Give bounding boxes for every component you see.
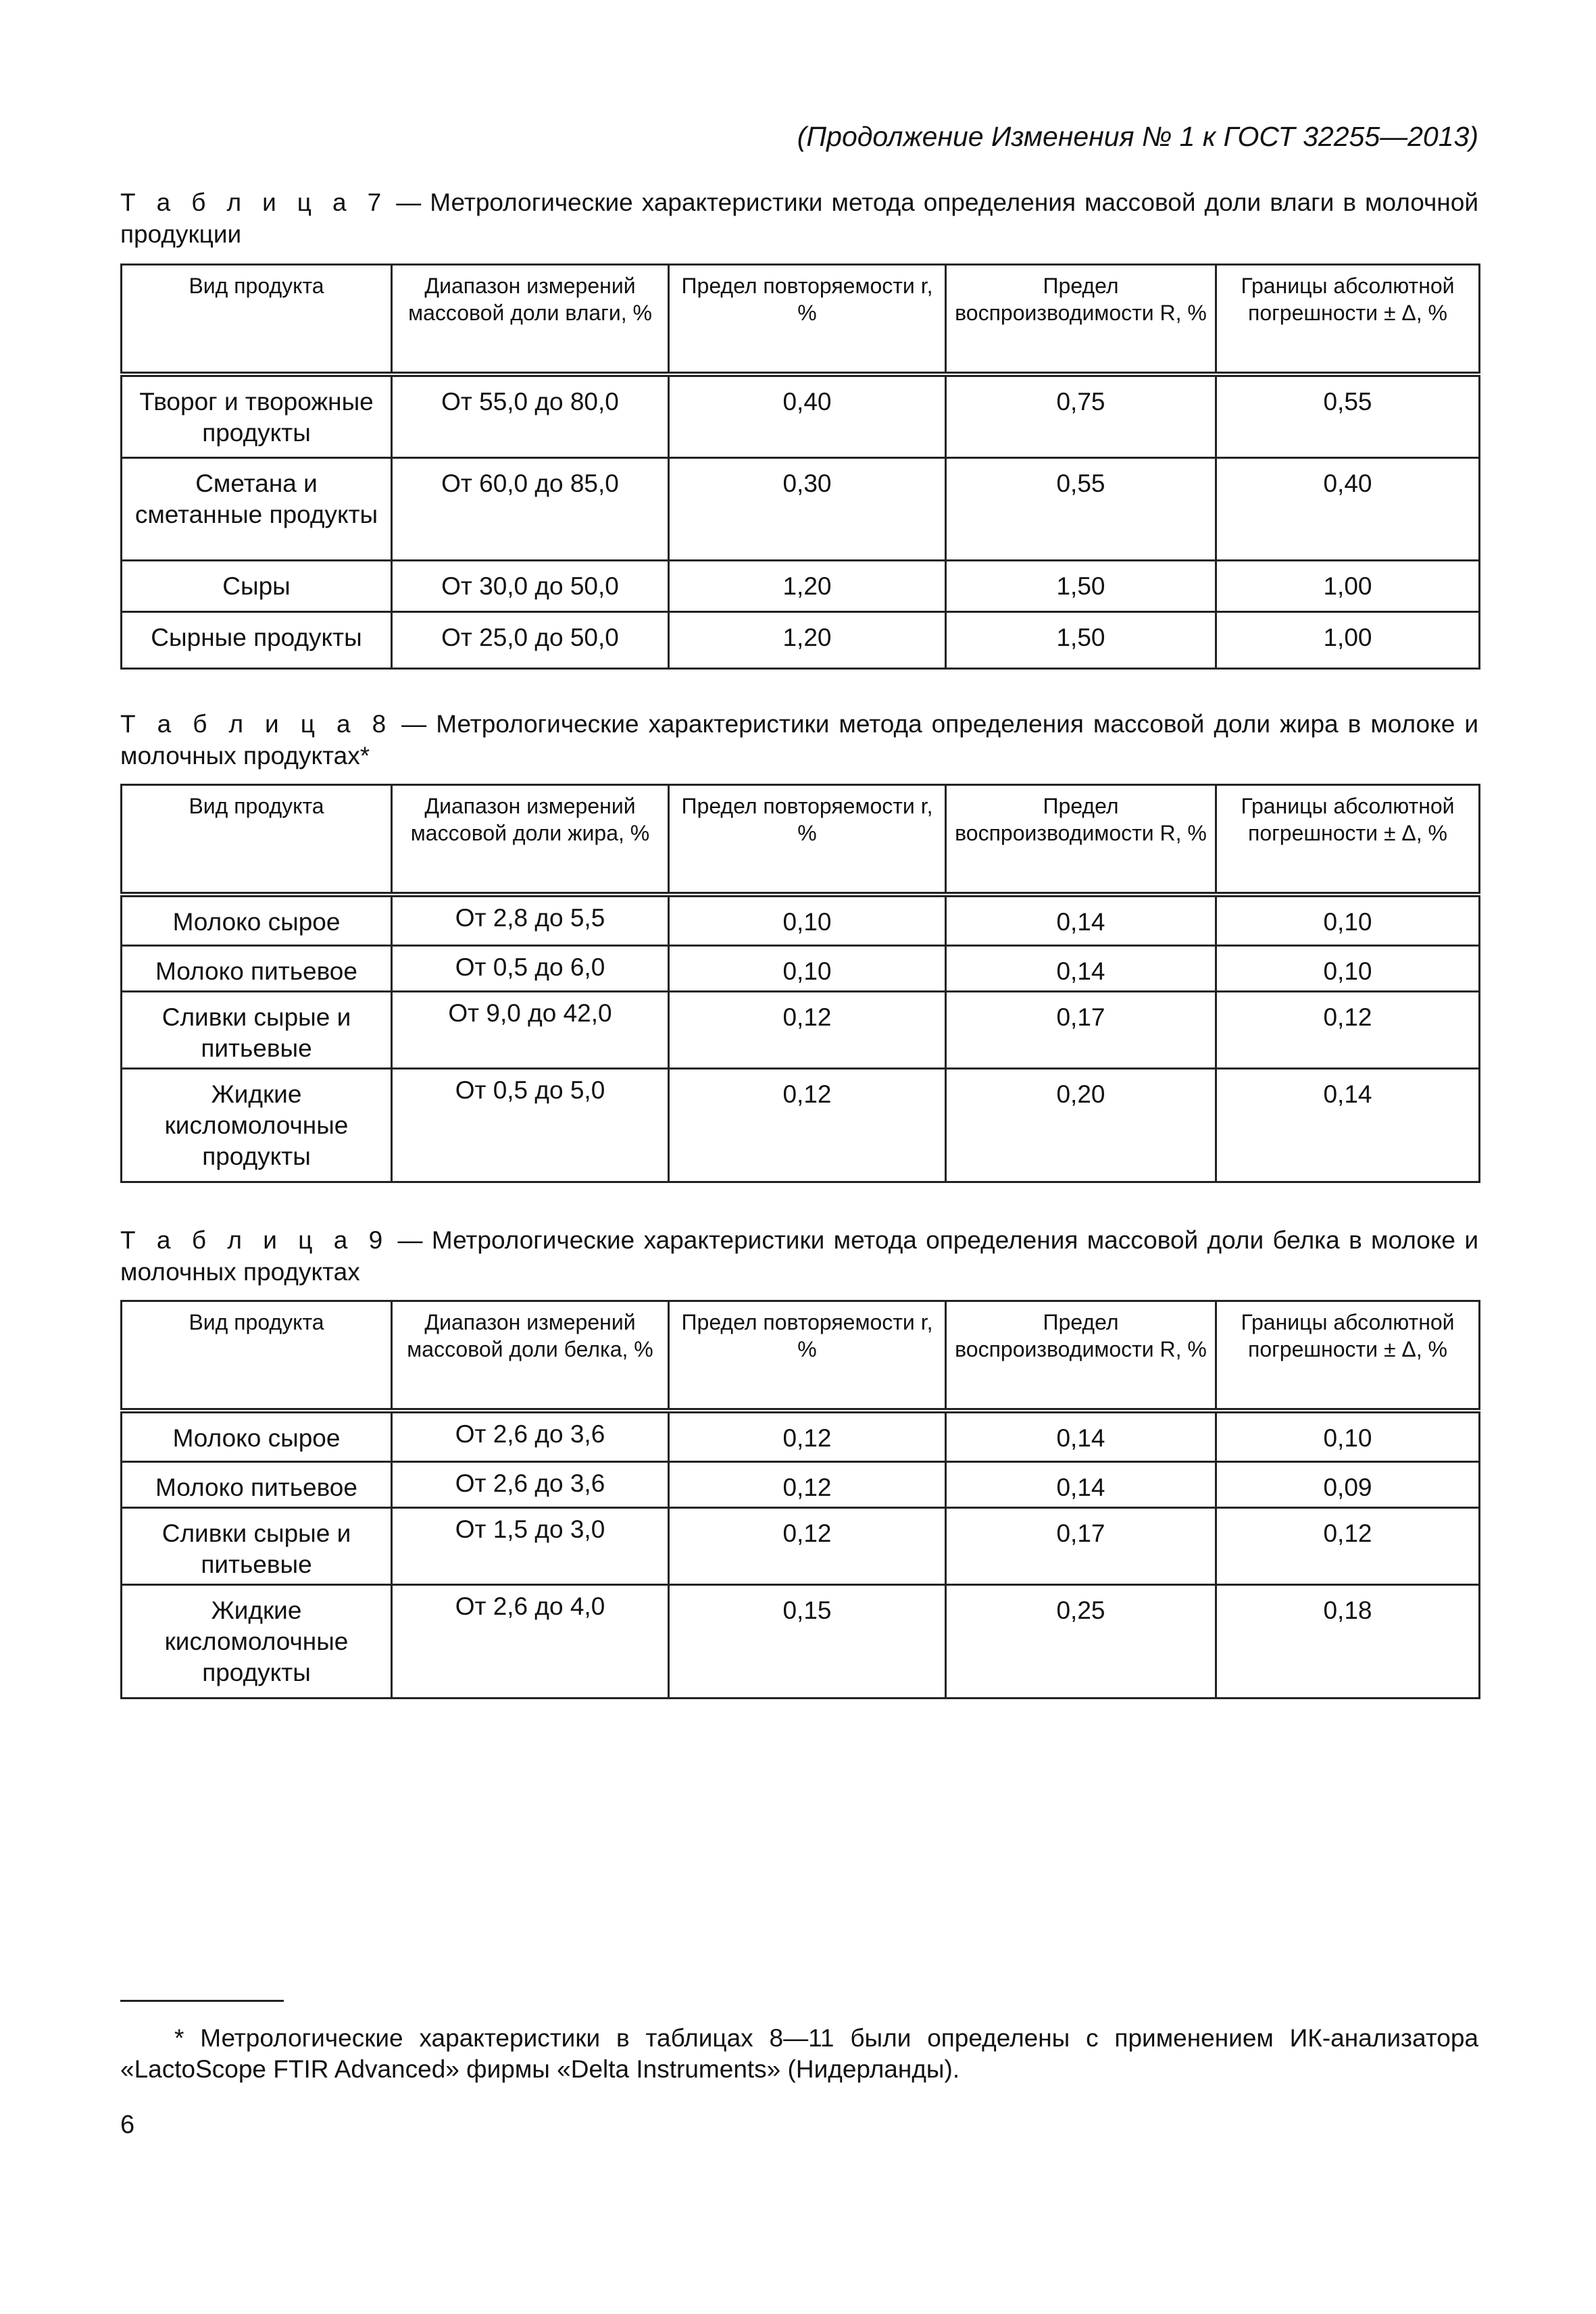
cell-delta: 0,10: [1216, 895, 1480, 946]
page-header: (Продолжение Изменения № 1 к ГОСТ 32255—2013): [797, 121, 1478, 152]
cell-r: 1,20: [669, 612, 946, 669]
table-row: [122, 992, 1480, 1069]
cell-R: 0,55: [946, 458, 1216, 561]
table-9-caption: [120, 1224, 1478, 1288]
header-reproducibility: Предел воспроизводимости R, %: [946, 1301, 1216, 1411]
cell-R: 1,50: [946, 612, 1216, 669]
cell-R: 0,14: [946, 1462, 1216, 1508]
header-product: Вид продукта: [122, 785, 392, 895]
cell-delta: 1,00: [1216, 612, 1480, 669]
cell-R: 1,50: [946, 561, 1216, 612]
cell-R: 0,14: [946, 1411, 1216, 1462]
header-range: Диапазон измерений массовой доли жира, %: [392, 785, 669, 895]
cell-range: От 30,0 до 50,0: [392, 561, 669, 612]
cell-product: Сметана и сметанные продукты: [122, 458, 392, 561]
cell-delta: 0,18: [1216, 1585, 1480, 1699]
cell-product: Жидкие кисломолочные продукты: [122, 1585, 392, 1699]
table-8: [120, 784, 1480, 1183]
header-repeatability: Предел повторяемости r, %: [669, 265, 946, 374]
header-product: Вид продукта: [122, 1301, 392, 1411]
cell-r: 0,10: [669, 946, 946, 992]
cell-delta: 0,10: [1216, 1411, 1480, 1462]
cell-range: От 0,5 до 5,0: [392, 1069, 669, 1182]
cell-product: Сливки сырые и питьевые: [122, 992, 392, 1069]
cell-range: От 2,6 до 3,6: [392, 1462, 669, 1508]
cell-R: 0,14: [946, 946, 1216, 992]
table-7-label: Т а б л и ц а 7: [120, 188, 388, 216]
header-reproducibility: Предел воспроизводимости R, %: [946, 265, 1216, 374]
cell-R: 0,14: [946, 895, 1216, 946]
cell-r: 0,15: [669, 1585, 946, 1699]
table-row: [122, 458, 1480, 561]
header-product: Вид продукта: [122, 265, 392, 374]
table-7-caption: [120, 186, 1478, 250]
table-row: [122, 946, 1480, 992]
cell-range: От 25,0 до 50,0: [392, 612, 669, 669]
footnote-divider: [120, 2000, 284, 2002]
table-8-caption: [120, 708, 1478, 772]
table-7-title: — Метрологические характеристики метода определения массовой доли влаги в молочной продукции: [120, 188, 1478, 248]
header-range: Диапазон измерений массовой доли белка, %: [392, 1301, 669, 1411]
cell-R: 0,25: [946, 1585, 1216, 1699]
table-8-title: — Метрологические характеристики метода определения массовой доли жира в молоке и молочных продуктах*: [120, 710, 1478, 770]
cell-r: 0,12: [669, 1411, 946, 1462]
header-range: Диапазон измерений массовой доли влаги, %: [392, 265, 669, 374]
table-row: [122, 561, 1480, 612]
cell-delta: 1,00: [1216, 561, 1480, 612]
cell-product: Молоко питьевое: [122, 946, 392, 992]
cell-r: 0,10: [669, 895, 946, 946]
cell-r: 0,30: [669, 458, 946, 561]
table-row: [122, 1462, 1480, 1508]
cell-range: От 2,6 до 3,6: [392, 1411, 669, 1462]
cell-r: 0,12: [669, 1069, 946, 1182]
table-8-label: Т а б л и ц а 8: [120, 710, 393, 738]
table-row: [122, 1508, 1480, 1585]
cell-range: От 60,0 до 85,0: [392, 458, 669, 561]
cell-r: 0,12: [669, 992, 946, 1069]
cell-product: Сливки сырые и питьевые: [122, 1508, 392, 1585]
cell-range: От 1,5 до 3,0: [392, 1508, 669, 1585]
cell-delta: 0,12: [1216, 992, 1480, 1069]
cell-range: От 2,8 до 5,5: [392, 895, 669, 946]
cell-R: 0,17: [946, 992, 1216, 1069]
cell-R: 0,17: [946, 1508, 1216, 1585]
cell-r: 0,40: [669, 374, 946, 458]
cell-product: Сыры: [122, 561, 392, 612]
cell-product: Молоко питьевое: [122, 1462, 392, 1508]
header-error-bounds: Границы абсолютной погрешности ± Δ, %: [1216, 1301, 1480, 1411]
table-7: [120, 263, 1480, 670]
table-row: [122, 1069, 1480, 1182]
cell-delta: 0,12: [1216, 1508, 1480, 1585]
header-repeatability: Предел повторяемости r, %: [669, 785, 946, 895]
cell-r: 0,12: [669, 1508, 946, 1585]
cell-delta: 0,09: [1216, 1462, 1480, 1508]
cell-r: 1,20: [669, 561, 946, 612]
cell-delta: 0,40: [1216, 458, 1480, 561]
cell-delta: 0,55: [1216, 374, 1480, 458]
cell-product: Молоко сырое: [122, 1411, 392, 1462]
header-error-bounds: Границы абсолютной погрешности ± Δ, %: [1216, 785, 1480, 895]
cell-r: 0,12: [669, 1462, 946, 1508]
cell-delta: 0,10: [1216, 946, 1480, 992]
cell-R: 0,75: [946, 374, 1216, 458]
table-row: [122, 1585, 1480, 1699]
header-error-bounds: Границы абсолютной погрешности ± Δ, %: [1216, 265, 1480, 374]
cell-range: От 55,0 до 80,0: [392, 374, 669, 458]
cell-product: Сырные продукты: [122, 612, 392, 669]
table-9: [120, 1300, 1480, 1699]
table-row: [122, 895, 1480, 946]
cell-range: От 2,6 до 4,0: [392, 1585, 669, 1699]
cell-product: Жидкие кисломолочные продукты: [122, 1069, 392, 1182]
table-9-title: — Метрологические характеристики метода определения массовой доли белка в молоке и молочных продуктах: [120, 1226, 1478, 1286]
page-number: 6: [120, 2111, 135, 2139]
cell-product: Творог и творожные продукты: [122, 374, 392, 458]
cell-product: Молоко сырое: [122, 895, 392, 946]
cell-range: От 9,0 до 42,0: [392, 992, 669, 1069]
table-row: [122, 1411, 1480, 1462]
table-9-label: Т а б л и ц а 9: [120, 1226, 389, 1254]
header-repeatability: Предел повторяемости r, %: [669, 1301, 946, 1411]
table-row: [122, 612, 1480, 669]
cell-range: От 0,5 до 6,0: [392, 946, 669, 992]
table-row: [122, 374, 1480, 458]
cell-delta: 0,14: [1216, 1069, 1480, 1182]
footnote: * Метрологические характеристики в таблицах 8—11 были определены с применением ИК-анализатора «LactoScope FTIR Advanced» фирмы «Delta Instruments» (Нидерланды).: [120, 2024, 1478, 2083]
header-reproducibility: Предел воспроизводимости R, %: [946, 785, 1216, 895]
cell-R: 0,20: [946, 1069, 1216, 1182]
